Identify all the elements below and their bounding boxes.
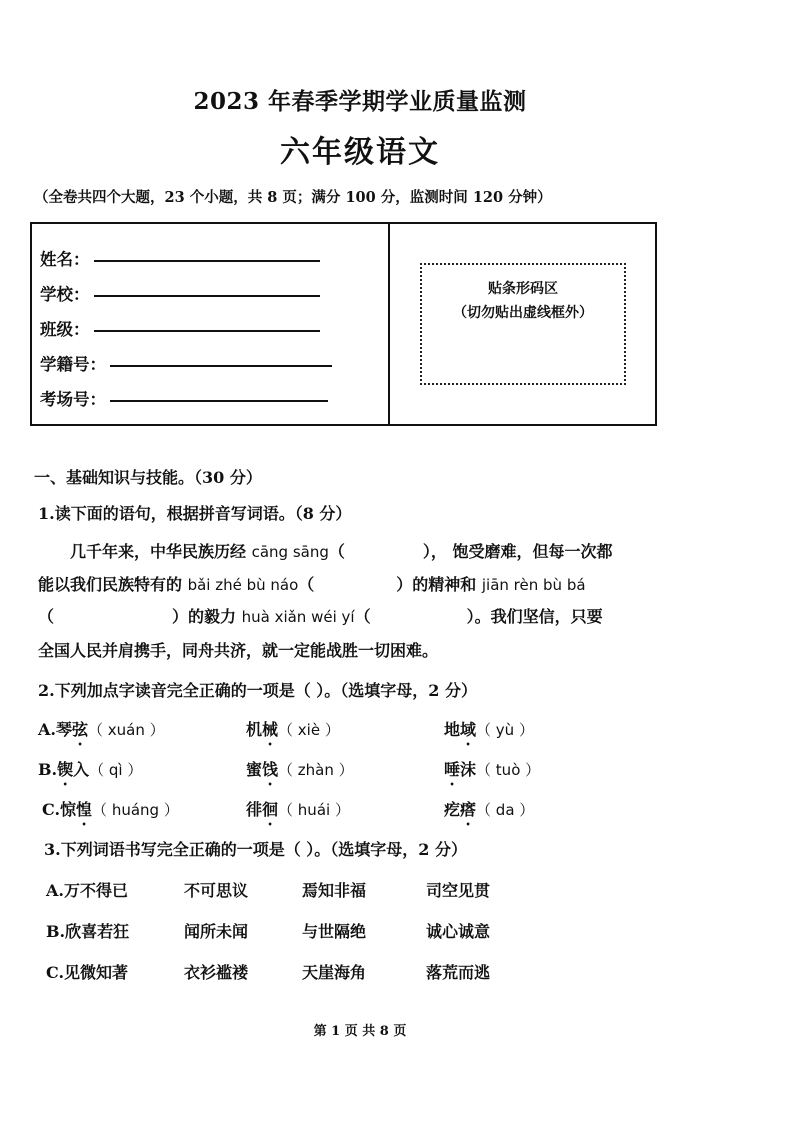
q3-word: 焉知非福 xyxy=(302,881,367,900)
barcode-area xyxy=(420,263,626,385)
name-field: 姓名： xyxy=(40,246,320,270)
q2-option-b1[interactable]: B.锲入（ qì ） xyxy=(38,760,143,779)
q3-option-b[interactable]: B.欣喜若狂 xyxy=(46,922,130,941)
class-line[interactable] xyxy=(94,329,320,332)
page-number: 第 1 页 共 8 页 xyxy=(313,1024,407,1039)
student-id-field: 学籍号： xyxy=(40,351,332,375)
q3-word: 与世隔绝 xyxy=(302,922,367,941)
exam-instructions: （全卷共四个大题，23 个小题，共 8 页；满分 100 分，监测时间 120 分钟） xyxy=(34,189,552,206)
q2-option-a1[interactable]: A.琴弦（ xuán ） xyxy=(38,720,165,739)
q3-word: 落荒而逃 xyxy=(426,963,491,982)
q1-line2: 能以我们民族特有的 bǎi zhé bù náo（ ）的精神和 jiān rèn bù bá xyxy=(38,575,586,594)
q2-option-b2: 蜜饯（ zhàn ） xyxy=(246,760,354,779)
q3-word: 天崖海角 xyxy=(302,963,367,982)
q2-option-c1[interactable]: C.惊惶（ huáng ） xyxy=(42,800,179,819)
q2-option-b3: 唾沫（ tuò ） xyxy=(444,760,541,779)
exam-subject: 六年级语文 xyxy=(280,135,440,170)
school-field: 学校： xyxy=(40,281,320,305)
q2-option-a2: 机械（ xiè ） xyxy=(246,720,340,739)
pinyin-hua-xian-wei-yi: huà xiǎn wéi yí xyxy=(241,608,355,626)
q3-option-c[interactable]: C.见微知著 xyxy=(46,963,129,982)
q3-option-a[interactable]: A.万不得已 xyxy=(46,881,128,900)
exam-room-field: 考场号： xyxy=(40,386,328,410)
class-field: 班级： xyxy=(40,316,320,340)
student-id-line[interactable] xyxy=(110,364,332,367)
pinyin-cang-sang: cāng sāng xyxy=(251,543,329,561)
barcode-label: 贴条形码区 xyxy=(488,281,558,297)
q1-title: 1.读下面的语句，根据拼音写词语。（8 分） xyxy=(38,504,352,523)
q3-word: 诚心诚意 xyxy=(426,922,491,941)
name-line[interactable] xyxy=(94,259,320,262)
q2-option-a3: 地域（ yù ） xyxy=(444,720,534,739)
section1-title: 一、基础知识与技能。（30 分） xyxy=(34,468,262,487)
info-box-divider xyxy=(388,222,390,426)
barcode-note: （切勿贴出虚线框外） xyxy=(453,305,593,321)
q2-title: 2.下列加点字读音完全正确的一项是（ ）。（选填字母，2 分） xyxy=(38,681,477,700)
exam-title: 2023 年春季学期学业质量监测 xyxy=(193,88,527,115)
exam-room-line[interactable] xyxy=(110,399,328,402)
school-line[interactable] xyxy=(94,294,320,297)
pinyin-bai-zhe-bu-nao: bǎi zhé bù náo xyxy=(187,576,299,594)
q3-word: 不可思议 xyxy=(184,881,249,900)
q1-line4: 全国人民并肩携手，同舟共济，就一定能战胜一切困难。 xyxy=(38,641,439,660)
q3-word: 衣衫褴褛 xyxy=(184,963,249,982)
q2-option-c3: 疙瘩（ da ） xyxy=(444,800,535,819)
q3-word: 闻所未闻 xyxy=(184,922,249,941)
q3-word: 司空见贯 xyxy=(426,881,491,900)
q1-line1: 几千年来，中华民族历经 cāng sāng（ ）， 饱受磨难，但每一次都 xyxy=(70,542,613,561)
q2-option-c2: 徘徊（ huái ） xyxy=(246,800,350,819)
pinyin-jian-ren-bu-ba: jiān rèn bù bá xyxy=(481,576,586,594)
q3-title: 3.下列词语书写完全正确的一项是（ ）。（选填字母，2 分） xyxy=(44,840,467,859)
q1-line3: （ ）的毅力 huà xiǎn wéi yí（ ）。我们坚信，只要 xyxy=(38,607,603,626)
